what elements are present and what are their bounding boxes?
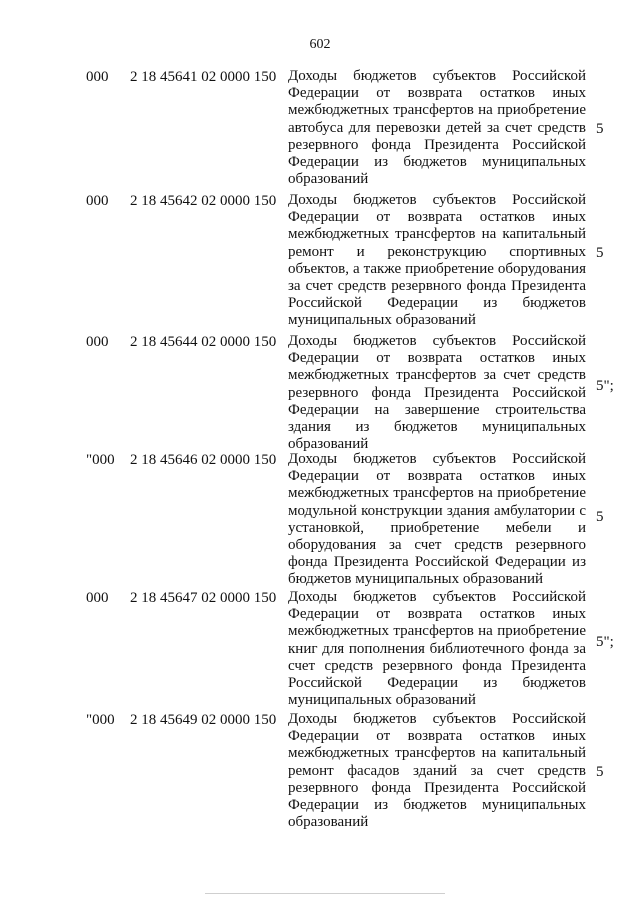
admin-code-cell: 000 (86, 193, 109, 209)
budget-code-table (0, 68, 640, 835)
value-cell: 5"; (596, 634, 614, 650)
classification-code-cell: 2 18 45647 02 0000 150 (130, 590, 277, 606)
page-bottom-rule (205, 893, 445, 894)
table-row (0, 451, 640, 589)
value-cell: 5 (596, 509, 604, 525)
value-cell: 5 (596, 121, 604, 137)
classification-code-cell: 2 18 45641 02 0000 150 (130, 69, 277, 85)
classification-code-cell: 2 18 45646 02 0000 150 (130, 452, 277, 468)
table-row (0, 333, 640, 451)
description-cell: Доходы бюджетов субъектов Российской Федерации от возврата остатков иных межбюджетных трансфертов на приобретение автобуса для перевозки детей за счет средств резервного фонда Президента Российской Федерации из бюджетов муниципальных образований (288, 68, 586, 188)
admin-code-cell: "000 (86, 452, 115, 468)
table-row (0, 711, 640, 835)
value-cell: 5 (596, 245, 604, 261)
value-cell: 5 (596, 764, 604, 780)
table-row (0, 68, 640, 192)
value-cell: 5"; (596, 378, 614, 394)
admin-code-cell: "000 (86, 712, 115, 728)
classification-code-cell: 2 18 45644 02 0000 150 (130, 334, 277, 350)
description-cell: Доходы бюджетов субъектов Российской Федерации от возврата остатков иных межбюджетных трансфертов за счет средств резервного фонда Президента Российской Федерации на завершение строительства здания из бюджетов муниципальных образований (288, 333, 586, 453)
classification-code-cell: 2 18 45649 02 0000 150 (130, 712, 277, 728)
admin-code-cell: 000 (86, 334, 109, 350)
admin-code-cell: 000 (86, 69, 109, 85)
description-cell: Доходы бюджетов субъектов Российской Федерации от возврата остатков иных межбюджетных трансфертов на капитальный ремонт и реконструкцию спортивных объектов, а также приобретение оборудования за счет средств резервного фонда Президента Российской Федерации из бюджетов муниципальных образований (288, 192, 586, 329)
description-cell: Доходы бюджетов субъектов Российской Федерации от возврата остатков иных межбюджетных трансфертов на приобретение книг для пополнения библиотечного фонда за счет средств резервного фонда Президента Российской Федерации из бюджетов муниципальных образований (288, 589, 586, 709)
classification-code-cell: 2 18 45642 02 0000 150 (130, 193, 277, 209)
admin-code-cell: 000 (86, 590, 109, 606)
table-row (0, 589, 640, 711)
description-cell: Доходы бюджетов субъектов Российской Федерации от возврата остатков иных межбюджетных трансфертов на приобретение модульной конструкции здания амбулатории с установкой, приобретение мебели и оборудования за счет средств резервного фонда Президента Российской Федерации из бюджетов муниципальных образований (288, 451, 586, 588)
page-number: 602 (309, 37, 331, 52)
description-cell: Доходы бюджетов субъектов Российской Федерации от возврата остатков иных межбюджетных трансфертов на капитальный ремонт фасадов зданий за счет средств резервного фонда Президента Российской Федерации из бюджетов муниципальных образований (288, 711, 586, 831)
table-row (0, 192, 640, 333)
